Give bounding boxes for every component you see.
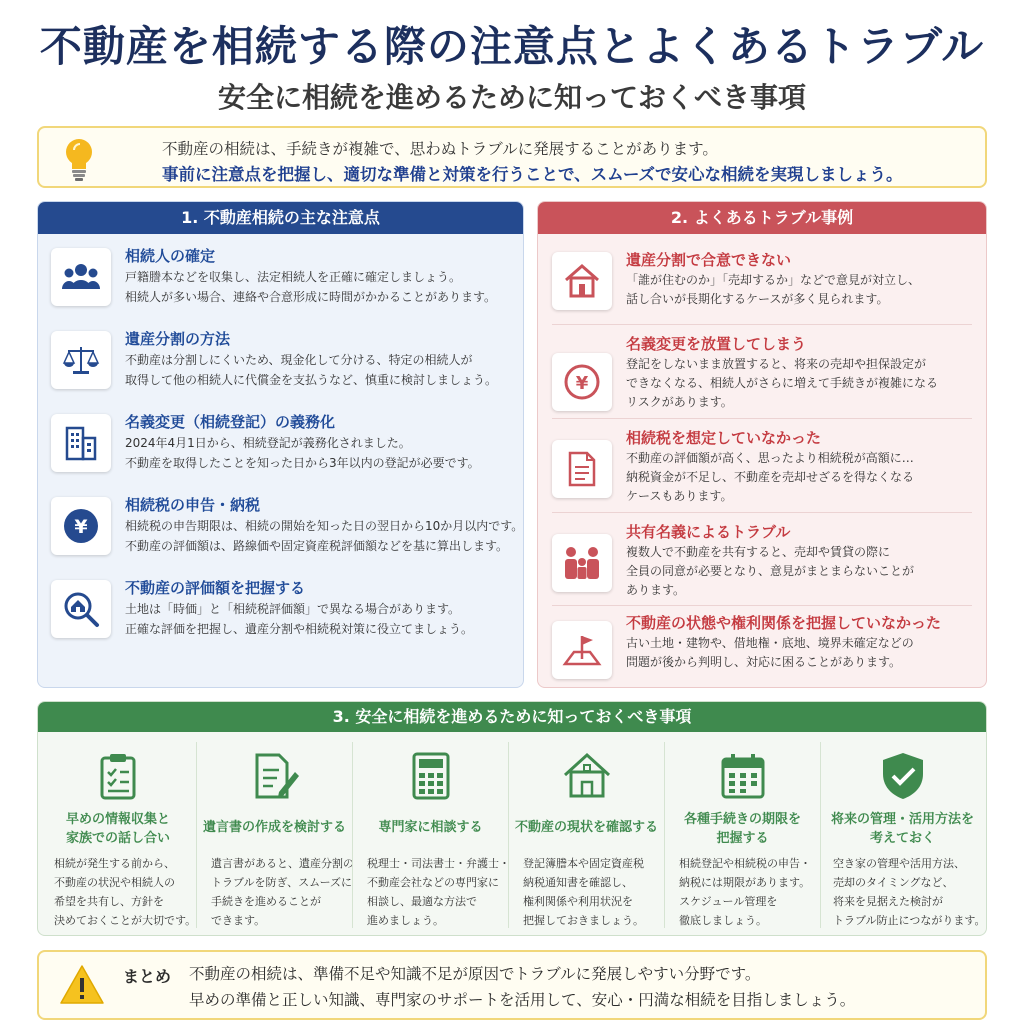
summary-label: まとめ [123,967,172,986]
summary-text-line2: 早めの準備と正しい知識、専門家のサポートを活用して、安心・円満な相続を目指しましょう。 [189,991,856,1009]
page-title: 不動産を相続する際の注意点とよくあるトラブル [39,22,985,71]
svg-text:¥: ¥ [575,373,589,394]
trouble-text-line: 納税資金が不足し、不動産を売却せざるを得なくなる [626,470,915,484]
tip-text-line: 不動産会社などの専門家に [367,876,499,889]
tip-text-line: 徹底しましょう。 [679,914,767,927]
trouble-item [552,336,972,424]
yen-icon [51,497,111,555]
tip-text-line: 決めておくことが大切です。 [54,914,197,927]
caution-text-line: 相続人が多い場合、連絡や合意形成に時間がかかることがあります。 [125,290,497,304]
tip-title [197,818,352,837]
caution-item [51,331,511,401]
caution-text-line: 相続税の申告期限は、相続の開始を知った日の翌日から10か月以内です。 [125,519,524,533]
tip-text-line: 納税には期限があります。 [679,876,811,889]
tip-title-line: 各種手続きの期限を [683,812,801,827]
section-safe-tips-heading: 3. 安全に相続を進めるために知っておくべき事項 [38,702,986,732]
tip-text-line: 権利関係や利用状況を [523,895,633,908]
section-troubles [537,201,987,688]
yen-circle-icon [552,353,612,411]
trouble-text-line: 問題が後から判明し、対応に困ることがあります。 [626,655,902,669]
tip-column [664,742,820,928]
tip-title-line: 専門家に相談する [378,820,483,835]
divider [552,512,972,513]
caution-text-line: 戸籍謄本などを収集し、法定相続人を正確に確定しましょう。 [125,270,462,284]
trouble-item [552,524,972,612]
trouble-text-line: 全員の同意が必要となり、意見がまとまらないことが [626,564,915,578]
intro-text-line2: 事前に注意点を把握し、適切な準備と対策を行うことで、スムーズで安心な相続を実現しましょう。 [162,165,903,184]
trouble-text-line: 複数人で不動産を共有すると、売却や賃貸の際に [626,545,891,559]
caution-text [125,267,496,307]
section-cautions [37,201,524,688]
document-pen-icon [249,750,301,802]
trouble-text [626,449,914,506]
trouble-title: 不動産の状態や権利関係を把握していなかった [626,614,942,632]
tip-text-line: スケジュール管理を [679,895,778,908]
trouble-item [552,430,972,518]
trouble-title: 名義変更を放置してしまう [626,335,807,353]
section-safe-tips [37,701,987,936]
tip-text-line: 相続登記や相続税の申告・ [679,857,811,870]
caution-text-line: 正確な評価を把握し、遺産分割や相続税対策に役立てましょう。 [125,622,474,636]
tip-text [833,854,985,930]
caution-text-line: 不動産は分割しにくいため、現金化して分ける、特定の相続人が [125,353,473,367]
intro-text-line1: 不動産の相続は、手続きが複雑で、思わぬトラブルに発展することがあります。 [162,140,718,158]
caution-item [51,414,511,484]
tip-text-line: 空き家の管理や活用方法、 [833,857,965,870]
lightbulb-icon [61,136,97,182]
trouble-text [626,543,914,600]
tip-title-line: 不動産の現状を確認する [514,820,658,835]
calculator-icon [405,750,457,802]
trouble-text [626,634,914,672]
trouble-text-line: 古い土地・建物や、借地権・底地、境界未確定などの [626,636,914,650]
caution-title: 遺産分割の方法 [125,330,231,348]
trouble-text-line: リスクがあります。 [626,395,733,409]
house-outline-icon [561,750,613,802]
caution-text-line: 2024年4月1日から、相続登記が義務化されました。 [125,436,411,450]
trouble-title: 遺産分割で合意できない [626,251,792,269]
land-flag-icon [552,621,612,679]
shield-check-icon [877,750,929,802]
caution-text [125,350,497,390]
caution-title: 相続税の申告・納税 [125,496,261,514]
tip-column [40,742,196,928]
summary-box [37,950,987,1020]
tip-text [523,854,644,930]
tip-text-line: トラブル防止につながります。 [833,914,986,927]
caution-text [125,599,473,639]
trouble-text-line: 話し合いが長期化するケースが多く見られます。 [626,292,889,306]
tip-column [352,742,508,928]
people-icon [51,248,111,306]
caution-item [51,496,524,567]
trouble-text [626,271,920,309]
tip-text-line: 相談し、最適な方法で [367,895,477,908]
caution-text [125,433,480,473]
house-search-icon [51,580,111,638]
trouble-title: 共有名義によるトラブル [626,523,791,541]
trouble-text-line: 「誰が住むのか」「売却するか」などで意見が対立し、 [626,273,921,287]
tip-title [821,810,984,848]
tip-title [509,818,664,837]
calendar-icon [717,750,769,802]
clipboard-icon [92,750,144,802]
tip-text-line: できます。 [211,914,266,927]
trouble-item [552,252,972,340]
page-subtitle: 安全に相続を進めるために知っておくべき事項 [217,81,806,114]
tip-column [196,742,352,928]
trouble-text-line: ケースもあります。 [626,489,733,503]
tip-column [820,742,984,928]
tip-title-line: 考えておく [869,831,935,846]
tip-text-line: 把握しておきましょう。 [523,914,644,927]
caution-text-line: 取得して他の相続人に代償金を支払うなど、慎重に検討しましょう。 [125,373,498,387]
tip-text [367,854,510,930]
warning-icon [59,964,105,1006]
tip-title-line: 遺言書の作成を検討する [202,820,346,835]
caution-item [51,580,511,650]
summary-text-line1: 不動産の相続は、準備不足や知識不足が原因でトラブルに発展しやすい分野です。 [189,965,761,983]
trouble-text [626,355,938,412]
caution-text-line: 不動産を取得したことを知った日から3年以内の登記が必要です。 [125,456,480,470]
tip-text-line: 税理士・司法書士・弁護士・ [367,857,510,870]
tip-title-line: 把握する [716,831,769,846]
trouble-text-line: 不動産の評価額が高く、思ったより相続税が高額に… [626,451,914,465]
tip-title-line: 将来の管理・活用方法を [830,812,974,827]
tip-text-line: 不動産の状況や相続人の [54,876,175,889]
tip-text [54,854,196,930]
caution-item [51,248,511,318]
tip-text-line: トラブルを防ぎ、スムーズに [211,876,353,889]
trouble-item [552,615,972,688]
intro-box [37,126,987,188]
tip-title [665,810,820,848]
tip-text [211,854,354,930]
document-icon [552,440,612,498]
building-icon [51,414,111,472]
tip-text-line: 登記簿謄本や固定資産税 [523,857,644,870]
caution-title: 名義変更（相続登記）の義務化 [125,413,336,431]
tip-title-line: 早めの情報収集と [65,812,170,827]
tip-title-line: 家族での話し合い [65,831,170,846]
caution-text-line: 不動産の評価額は、路線価や固定資産税評価額などを基に算出します。 [125,539,509,553]
section-troubles-heading: 2. よくあるトラブル事例 [538,202,986,234]
family-icon [552,534,612,592]
tip-text-line: 将来を見据えた検討が [833,895,943,908]
caution-title: 相続人の確定 [125,247,216,265]
divider [552,418,972,419]
trouble-text-line: あります。 [626,583,686,597]
tip-text-line: 手続きを進めることが [211,895,321,908]
tip-text [679,854,811,930]
tip-text-line: 売却のタイミングなど、 [833,876,954,889]
tip-text-line: 遺言書があると、遺産分割の [211,857,354,870]
section-cautions-heading: 1. 不動産相続の主な注意点 [38,202,523,234]
caution-title: 不動産の評価額を把握する [125,579,306,597]
trouble-text-line: 登記をしないまま放置すると、将来の売却や担保設定が [626,357,927,371]
house-icon [552,252,612,310]
divider [552,605,972,606]
tip-column [508,742,664,928]
tip-text-line: 希望を共有し、方針を [54,895,164,908]
tip-title [353,818,508,837]
tip-title [40,810,196,848]
trouble-title: 相続税を想定していなかった [626,429,822,447]
tip-text-line: 進めましょう。 [367,914,444,927]
trouble-text-line: できなくなる、相続人がさらに増えて手続きが複雑になる [626,376,939,390]
svg-text:¥: ¥ [74,516,88,538]
divider [552,324,972,325]
caution-text-line: 土地は「時価」と「相続税評価額」で異なる場合があります。 [125,602,461,616]
scales-icon [51,331,111,389]
tip-text-line: 納税通知書を確認し、 [523,876,633,889]
tip-text-line: 相続が発生する前から、 [54,857,175,870]
caution-text [125,516,523,556]
